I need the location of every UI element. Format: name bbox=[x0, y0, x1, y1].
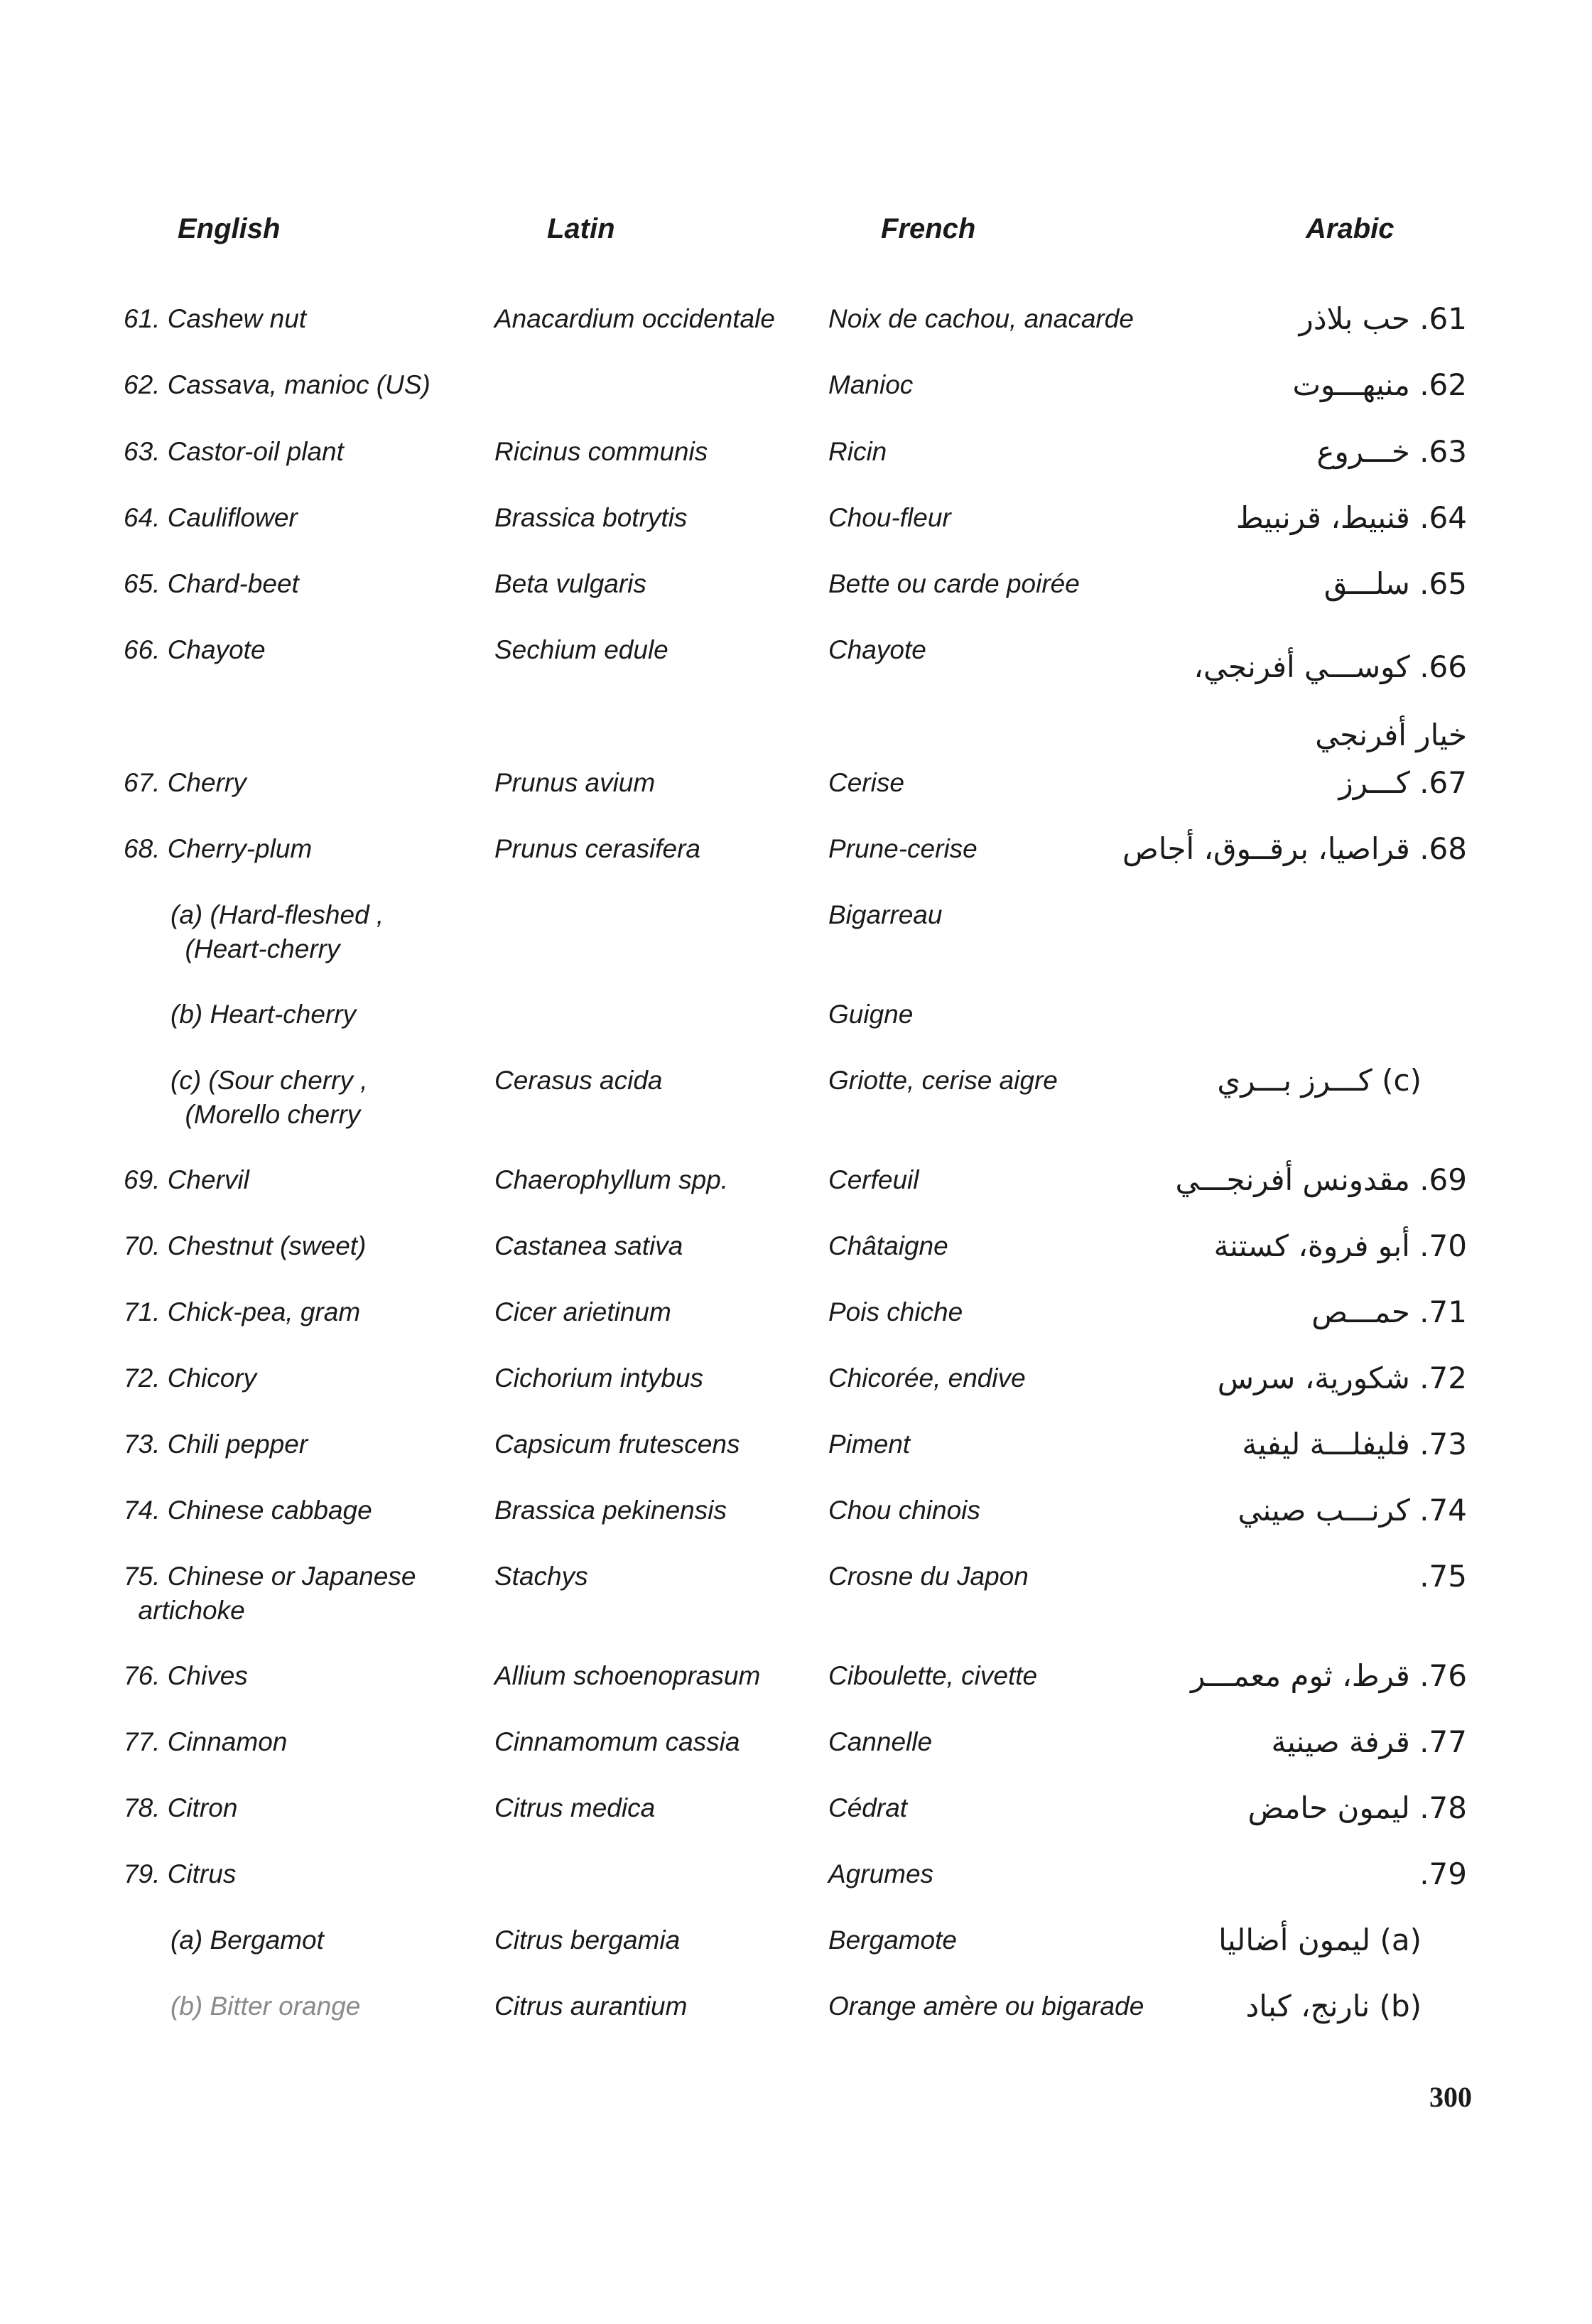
french-term: Piment bbox=[828, 1429, 911, 1459]
latin-term: Citrus medica bbox=[494, 1793, 656, 1822]
latin-term: Ricinus communis bbox=[494, 437, 708, 466]
latin-term: Castanea sativa bbox=[494, 1231, 683, 1260]
french-term: Chou-fleur bbox=[828, 503, 951, 532]
english-term: 70. Chestnut (sweet) bbox=[124, 1231, 367, 1260]
english-term: 68. Cherry-plum bbox=[124, 834, 313, 863]
french-term: Bergamote bbox=[828, 1925, 957, 1955]
french-term: Chou chinois bbox=[828, 1496, 980, 1525]
latin-term: Prunus avium bbox=[494, 768, 656, 797]
latin-term: Brassica botrytis bbox=[494, 503, 688, 532]
english-term: 77. Cinnamon bbox=[124, 1727, 288, 1756]
french-term: Guigne bbox=[828, 1000, 914, 1029]
latin-term: Chaerophyllum spp. bbox=[494, 1165, 729, 1194]
arabic-term: (c) كـــرز بـــري bbox=[1217, 1063, 1422, 1098]
french-term: Ciboulette, civette bbox=[828, 1661, 1038, 1690]
french-term: Ricin bbox=[828, 437, 887, 466]
french-term: Prune-cerise bbox=[828, 834, 978, 863]
english-term: 78. Citron bbox=[124, 1793, 238, 1822]
english-term: 62. Cassava, manioc (US) bbox=[124, 370, 431, 399]
arabic-term: 72. شكورية، سرس bbox=[1217, 1361, 1467, 1395]
french-term: Cannelle bbox=[828, 1727, 933, 1756]
french-term: Bette ou carde poirée bbox=[828, 569, 1080, 598]
arabic-term: 64. قنبيط، قرنبيط bbox=[1235, 500, 1467, 535]
french-term: Crosne du Japon bbox=[828, 1562, 1029, 1591]
french-term: Manioc bbox=[828, 370, 914, 399]
english-term: (c) (Sour cherry , (Morello cherry bbox=[170, 1066, 368, 1129]
french-term: Agrumes bbox=[828, 1859, 934, 1888]
latin-term: Beta vulgaris bbox=[494, 569, 646, 598]
latin-term: Stachys bbox=[494, 1562, 588, 1591]
french-term: Cerise bbox=[828, 768, 904, 797]
french-term: Cédrat bbox=[828, 1793, 908, 1822]
latin-term: Cichorium intybus bbox=[494, 1363, 704, 1393]
arabic-term: 69. مقدونس أفرنجـــي bbox=[1175, 1162, 1467, 1197]
latin-term: Citrus bergamia bbox=[494, 1925, 681, 1955]
english-term: 73. Chili pepper bbox=[124, 1429, 308, 1459]
latin-term: Allium schoenoprasum bbox=[494, 1661, 761, 1690]
arabic-term: 77. قرفة صينية bbox=[1271, 1724, 1467, 1759]
english-term: 72. Chicory bbox=[124, 1363, 257, 1393]
arabic-term: 62. منيهـــوت bbox=[1292, 367, 1467, 402]
header-latin: Latin bbox=[547, 213, 615, 244]
french-term: Griotte, cerise aigre bbox=[828, 1066, 1058, 1095]
latin-term: Cerasus acida bbox=[494, 1066, 663, 1095]
english-term: 69. Chervil bbox=[124, 1165, 249, 1194]
english-term: (a) (Hard-fleshed , (Heart-cherry bbox=[170, 900, 384, 963]
arabic-term: 68. قراصيا، برقــوق، أجاص bbox=[1122, 831, 1467, 866]
english-term: 74. Chinese cabbage bbox=[124, 1496, 372, 1525]
arabic-term: 71. حمـــص bbox=[1311, 1295, 1467, 1329]
english-term: (b) Bitter orange bbox=[170, 1991, 361, 2021]
french-term: Pois chiche bbox=[828, 1297, 963, 1326]
arabic-term: 79. bbox=[1419, 1857, 1467, 1891]
latin-term: Cicer arietinum bbox=[494, 1297, 671, 1326]
arabic-term: 76. قرط، ثوم معمـــر bbox=[1190, 1658, 1467, 1693]
arabic-term: 61. حب بلاذر bbox=[1299, 301, 1467, 336]
english-term: 63. Castor-oil plant bbox=[124, 437, 344, 466]
english-term: 64. Cauliflower bbox=[124, 503, 298, 532]
arabic-term: 63. خـــروع bbox=[1316, 434, 1467, 469]
english-term: 79. Citrus bbox=[124, 1859, 237, 1888]
latin-term: Prunus cerasifera bbox=[494, 834, 700, 863]
french-term: Cerfeuil bbox=[828, 1165, 919, 1194]
latin-term: Anacardium occidentale bbox=[494, 304, 775, 333]
french-term: Noix de cachou, anacarde bbox=[828, 304, 1134, 333]
arabic-term: 73. فليفلـــة ليفية bbox=[1242, 1427, 1467, 1461]
arabic-term: 65. سلـــق bbox=[1323, 566, 1467, 601]
latin-term: Capsicum frutescens bbox=[494, 1429, 740, 1459]
english-term: 66. Chayote bbox=[124, 635, 266, 664]
english-term: (a) Bergamot bbox=[170, 1925, 324, 1955]
english-term: 65. Chard-beet bbox=[124, 569, 299, 598]
english-term: 71. Chick-pea, gram bbox=[124, 1297, 361, 1326]
french-term: Orange amère ou bigarade bbox=[828, 1991, 1144, 2021]
arabic-term: 75. bbox=[1419, 1559, 1467, 1594]
latin-term: Citrus aurantium bbox=[494, 1991, 688, 2021]
header-english: English bbox=[178, 213, 281, 244]
english-term: 67. Cherry bbox=[124, 768, 247, 797]
english-term: 75. Chinese or Japanese artichoke bbox=[124, 1562, 416, 1625]
header-french: French bbox=[881, 213, 976, 244]
english-term: (b) Heart-cherry bbox=[170, 1000, 357, 1029]
english-term: 76. Chives bbox=[124, 1661, 248, 1690]
arabic-term: 74. كرنـــب صيني bbox=[1238, 1493, 1467, 1528]
latin-term: Brassica pekinensis bbox=[494, 1496, 727, 1525]
english-term: 61. Cashew nut bbox=[124, 304, 307, 333]
french-term: Chicorée, endive bbox=[828, 1363, 1026, 1393]
header-arabic: Arabic bbox=[1306, 213, 1395, 244]
latin-term: Sechium edule bbox=[494, 635, 668, 664]
arabic-term: 70. أبو فروة، كستنة bbox=[1213, 1228, 1467, 1263]
latin-term: Cinnamomum cassia bbox=[494, 1727, 740, 1756]
french-term: Châtaigne bbox=[828, 1231, 948, 1260]
french-term: Chayote bbox=[828, 635, 926, 664]
arabic-term: 66. كوســـي أفرنجي، خيار أفرنجي bbox=[1193, 649, 1467, 752]
arabic-term: (a) ليمون أضاليا bbox=[1218, 1923, 1422, 1957]
arabic-term: 78. ليمون حامض bbox=[1247, 1790, 1467, 1825]
arabic-term: (b) نارنج، كباد bbox=[1245, 1989, 1422, 2023]
arabic-term: 67. كـــرز bbox=[1338, 765, 1467, 800]
french-term: Bigarreau bbox=[828, 900, 943, 929]
page-number: 300 bbox=[1429, 2081, 1472, 2113]
